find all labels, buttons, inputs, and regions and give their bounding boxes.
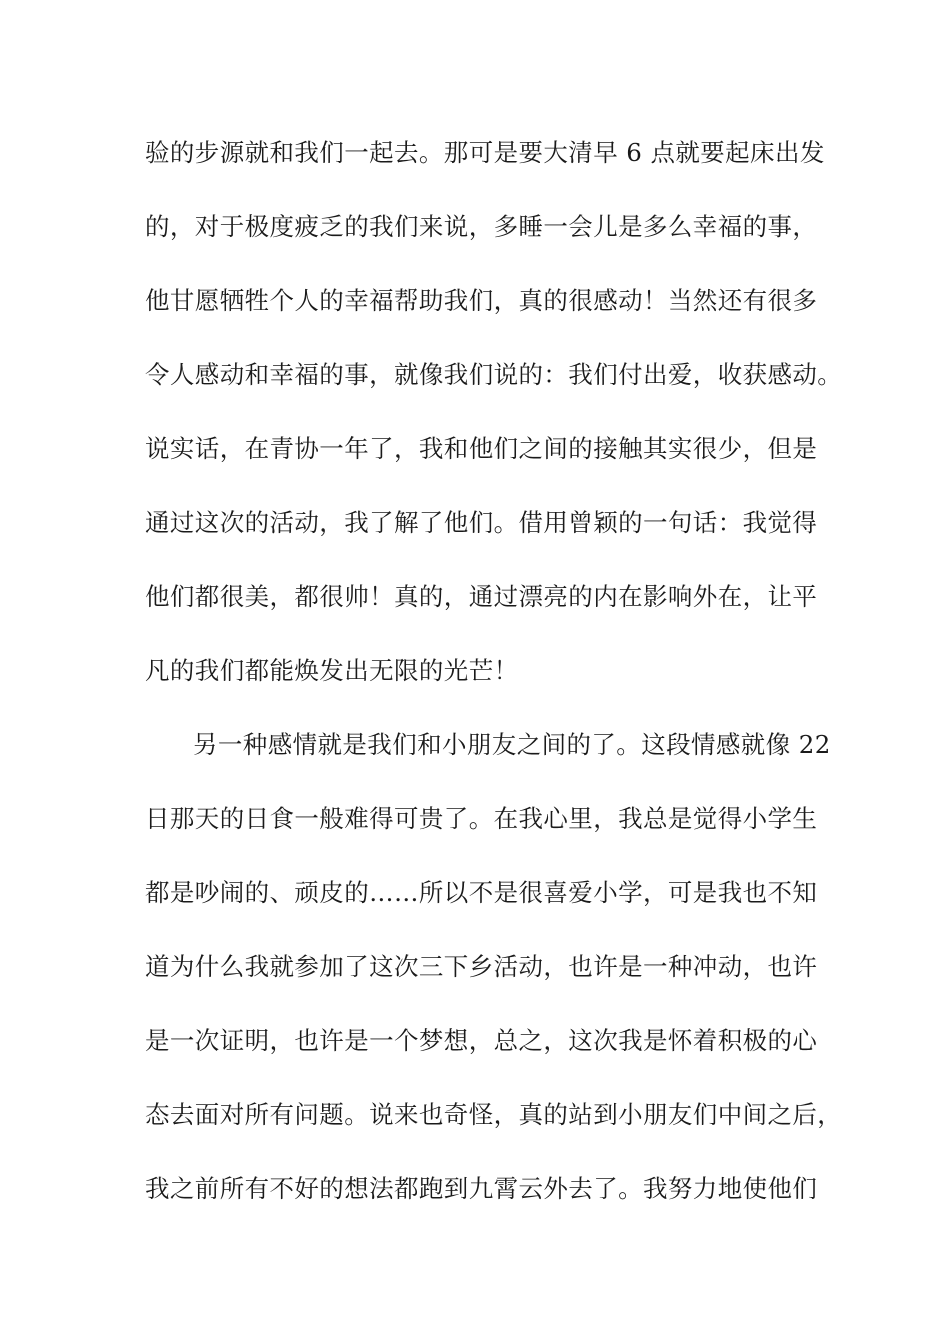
paragraph-line: 他甘愿牺牲个人的幸福帮助我们，真的很感动！当然还有很多 [145, 286, 818, 315]
paragraph-line: 说实话，在青协一年了，我和他们之间的接触其实很少，但是 [145, 434, 818, 463]
paragraph-first-line: 另一种感情就是我们和小朋友之间的了。这段情感就像 22 [193, 730, 831, 759]
paragraph-line: 都是吵闹的、顽皮的……所以不是很喜爱小学，可是我也不知 [145, 878, 818, 907]
paragraph-line: 是一次证明，也许是一个梦想，总之，这次我是怀着积极的心 [145, 1026, 818, 1055]
paragraph-line: 令人感动和幸福的事，就像我们说的：我们付出爱，收获感动。 [145, 360, 843, 389]
paragraph-line: 我之前所有不好的想法都跑到九霄云外去了。我努力地使他们 [145, 1174, 818, 1203]
paragraph-line: 验的步源就和我们一起去。那可是要大清早 6 点就要起床出发 [145, 138, 825, 167]
paragraph-line: 的，对于极度疲乏的我们来说，多睡一会儿是多么幸福的事， [145, 212, 818, 241]
paragraph-line: 凡的我们都能焕发出无限的光芒！ [145, 656, 519, 685]
paragraph-line: 态去面对所有问题。说来也奇怪，真的站到小朋友们中间之后， [145, 1100, 843, 1129]
paragraph-line: 日那天的日食一般难得可贵了。在我心里，我总是觉得小学生 [145, 804, 818, 833]
paragraph-line: 通过这次的活动，我了解了他们。借用曾颖的一句话：我觉得 [145, 508, 818, 537]
paragraph-line: 他们都很美，都很帅！真的，通过漂亮的内在影响外在，让平 [145, 582, 818, 611]
paragraph-line: 道为什么我就参加了这次三下乡活动，也许是一种冲动，也许 [145, 952, 818, 981]
